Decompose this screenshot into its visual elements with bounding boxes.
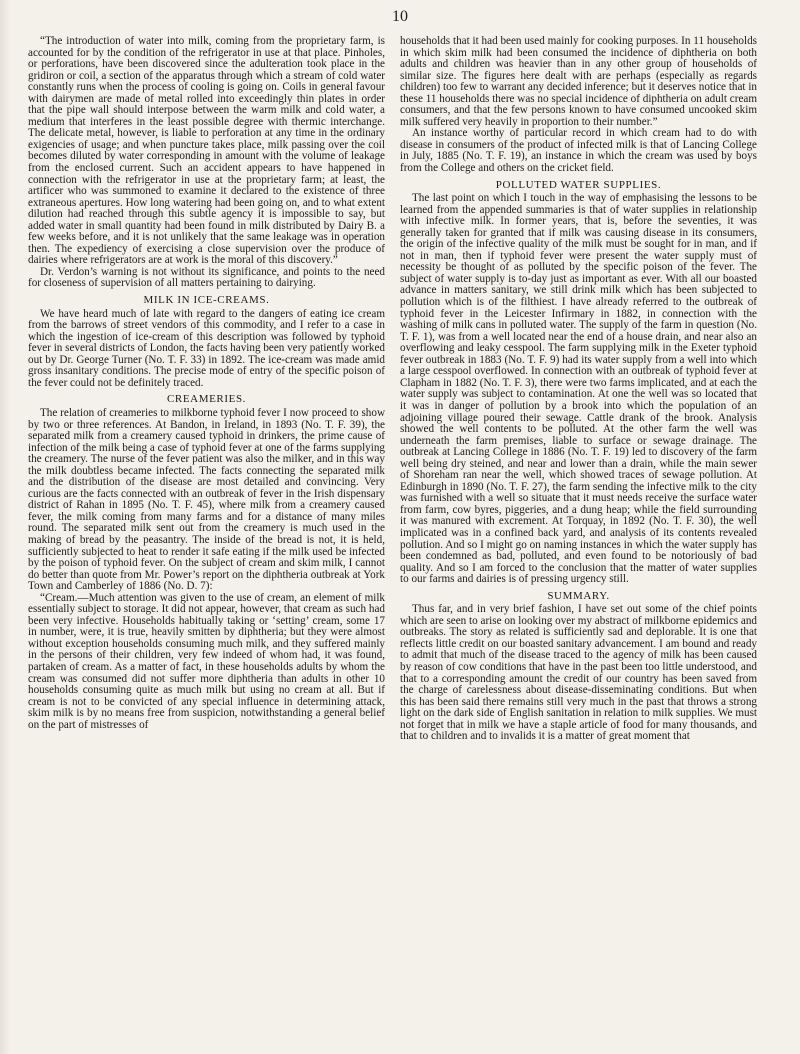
paragraph: The relation of creameries to milkborne typhoid fever I now proceed to show by two or three references. At Bandon, in Ireland, in 1893 (No. T. F. 39), the separated milk from a creamery caused typhoid in drinkers, the prime cause of infection of the milk being a case of typhoid fever at one of the farms supplying the creamery. The nurse of the fever patient was also the milker, and in this way the milk doubtless became infected. The facts connecting the separated milk and the distribution of the disease are most detailed and convincing. Very curious are the facts connected with an outbreak of fever in the Irish dispensary district of Rahan in 1895 (No. T. F. 45), where milk from a creamery caused fever, the milk coming from many farms and for a distance of many miles round. The separated milk sent out from the creamery is much used in the making of bread by the peasantry. The inside of the bread is not, it is held, sufficiently subjected to heat to render it safe eating if the milk used be infected by the poison of typhoid fever. On the subject of cream and skim milk, I cannot do better than quote from Mr. Power’s report on the diphtheria outbreak at York Town and Camberley of 1886 (No. D. 7): <box>28 406 385 593</box>
paragraph: We have heard much of late with regard to the dangers of eating ice cream from the barrows of street vendors of this commodity, and I refer to a case in which the ingestion of ice-cream of this description was followed by typhoid fever in several districts of London, the facts having been very patiently worked out by Dr. George Turner (No. T. F. 33) in 1892. The ice-cream was made amid gross insanitary conditions. The precise mode of entry of the specific poison of the fever could not be definitely traced. <box>28 307 385 389</box>
section-heading-creameries: CREAMERIES. <box>166 393 247 406</box>
paragraph: The last point on which I touch in the way of emphasising the lessons to be learned from the appended summaries is that of water supplies in relationship with infective milk. In former years, that is, before the seventies, it was generally taken for granted that if milk was causing disease in its consumers, the origin of the infective quality of the milk must be sought for in man, and if not in man, then if typhoid fever were present the water supply must of necessity be thought of as polluted by the specific poison of the fever. The subject of water supply is to-day just as important as ever. With all our boasted advance in matters sanitary, we still drink milk which has been subjected to pollution which is of the filthiest. I have already referred to the outbreak of typhoid fever in the Leicester Infirmary in 1882, in connection with the washing of milk cans in polluted water. The supply of the farm in question (No. T. F. 1), was from a well located near the end of a house drain, and near also an overflowing and leaky cesspool. The farm supplying milk in the Exeter typhoid fever outbreak in 1883 (No. T. F. 9) had its water supply from a well into which a large cesspool overflowed. In connection with an outbreak of typhoid fever at Clapham in 1882 (No. T. F. 3), there were two farms implicated, and at each the water supply was subject to contamination. At one the well was so located that it was in danger of pollution by a brook into which the population of an adjoining village poured their sewage. Cattle drank of the brook. Analysis showed the well contents to be polluted. At the other farm the well was underneath the farm premises, liable to surface or sewage drainage. The outbreak at Lancing College in 1886 (No. T. F. 19) led to discovery of the farm well being dry steined, and near and lower than a drain, while the main sewer of Shoreham ran near the well, which showed traces of sewage pollution. At Edinburgh in 1890 (No. T. F. 27), the farm sending the infective milk to the city was furnished with a well so situate that it must needs receive the surface water from farm, cow byres, piggeries, and a dung heap; while the field surrounding it was manured with excrement. At Torquay, in 1892 (No. T. F. 30), the well implicated was in a confined back yard, and analysis of its contents revealed pollution. And so I might go on naming instances in which the water supply has been condemned as bad, polluted, and even found to be notoriously of bad quality. And so I am forced to the conclusion that the matter of water supplies to our farms and dairies is of pressing urgency still. <box>400 192 757 586</box>
paragraph: “Cream.—Much attention was given to the use of cream, an element of milk essentially subject to storage. It did not appear, however, that cream as such had been very infective. Households habitually taking or ‘setting’ cream, some 17 in number, were, it is true, heavily smitten by diphtheria; but they were almost without exception households consuming much milk, and they suffered mainly in the persons of their children, very few indeed of whom had, it was found, partaken of cream. As a matter of fact, in these households adults by whom the cream was consumed did not suffer more diphtheria than adults in other 10 households consuming quite as much milk but using no cream at all. But if cream is not to be convicted of any special influence in determining attack, skim milk is by no means free from suspicion, notwithstanding a general belief on the part of mistresses of <box>28 591 385 731</box>
right-column <box>400 36 757 743</box>
section-heading-milk-in-ice-creams: MILK IN ICE-CREAMS. <box>143 294 270 307</box>
paragraph: households that it had been used mainly for cooking purposes. In 11 households in which skim milk had been consumed the incidence of diphtheria on both adults and children was heavier than in any other group of households of similar size. The figures here dealt with are perhaps (especially as regards children) too few to warrant any decided inference; but it deserves notice that in these 11 households there was no special incidence of diphtheria on adult cream consumers, and that the few persons known to have consumed uncooked skim milk suffered very heavily in proportion to their number.” <box>400 35 757 128</box>
paragraph: “The introduction of water into milk, coming from the proprietary farm, is accounted for by the condition of the refrigerator in use at that place. Pinholes, or perforations, have been discovered since the adulteration took place in the gridiron or coil, a section of the apparatus through which a stream of cold water constantly runs when the process of cooling is going on. Coils in general favour with dairymen are made of metal rolled into exceedingly thin plates in order that the pipe wall should interpose between the warm milk and cold water, a medium that interferes in the least possible degree with thermic interchange. The delicate metal, however, is liable to perforation at any time in the ordinary exigencies of usage; and when puncture takes place, milk passing over the coil becomes diluted by water corresponding in amount with the volume of leakage from the enclosed current. Such an accident appears to have happened in connection with the refrigerator in use at the proprietary farm; at least, the artificer who was summoned to examine it declared to the existence of three extraneous apertures. How long watering had been going on, and to what extent dilution had reached through this subtle agency it is impossible to say, but added water in small quantity had been found in milk distributed by Dairy B. a few weeks before, and it is not unlikely that the same leakage was in operation then. The expediency of exercising a close supervision over the produce of dairies where refrigerators are at work is the moral of this discovery.” <box>28 35 385 267</box>
left-column <box>28 36 385 731</box>
section-heading-summary: SUMMARY. <box>547 589 610 602</box>
paragraph: An instance worthy of particular record in which cream had to do with disease in consumers of the product of infected milk is that of Lancing College in July, 1885 (No. T. F. 19), an instance in which the cream was used by boys from the College and others on the cricket field. <box>400 127 757 175</box>
paragraph: Dr. Verdon’s warning is not without its significance, and points to the need for closeness of supervision of all matters pertaining to dairying. <box>28 265 385 290</box>
section-heading-polluted-water-supplies: POLLUTED WATER SUPPLIES. <box>495 178 662 191</box>
page-gutter-shadow <box>0 0 10 1054</box>
paragraph: Thus far, and in very brief fashion, I have set out some of the chief points which are seen to arise on looking over my abstract of milkborne epidemics and outbreaks. The story as related is sufficiently sad and deplorable. It is one that reflects little credit on our boasted sanitary advancement. I am bound and ready to admit that much of the disease traced to the agency of milk has been caused by reason of cow conditions that have in the past been too little understood, and that to a corresponding amount the credit of our country has been saved from the charge of carelessness about disease-disseminating conditions. But when this has been said there remains still very much in the past that throws a strong light on the dark side of English sanitation in relation to milk supplies. We must not forget that in milk we have a staple article of food for many thousands, and that to children and to invalids it is a matter of great moment that <box>400 603 757 743</box>
page-number: 10 <box>392 8 408 25</box>
